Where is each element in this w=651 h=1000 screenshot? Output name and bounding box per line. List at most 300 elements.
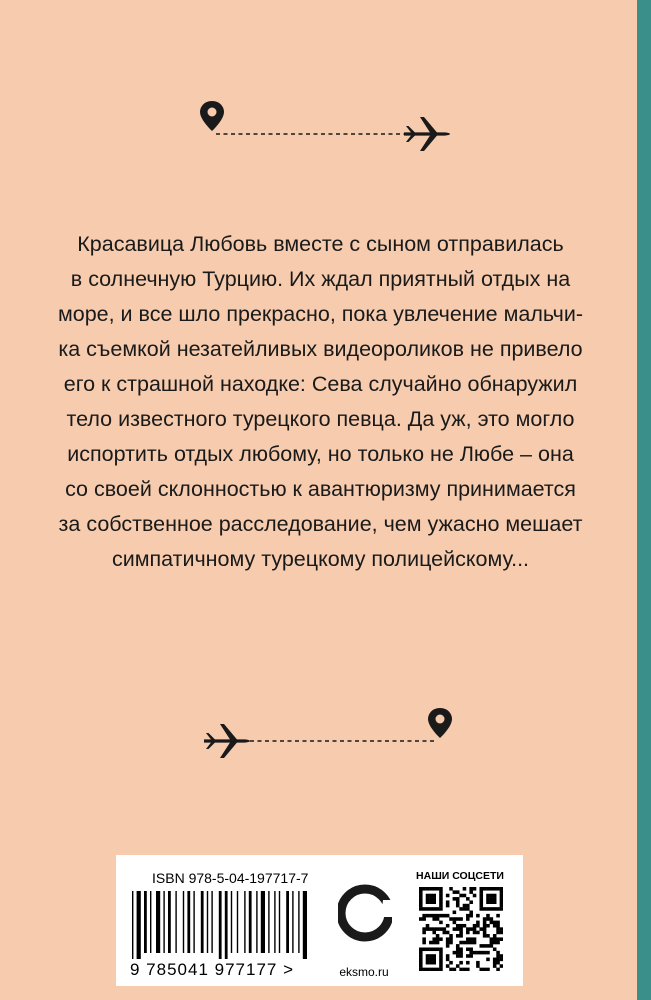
qr-module xyxy=(496,951,500,955)
qr-module xyxy=(469,937,473,941)
qr-module xyxy=(436,927,440,931)
qr-module xyxy=(490,944,494,948)
barcode-bar xyxy=(244,891,245,953)
qr-module xyxy=(432,968,436,971)
qr-module xyxy=(449,961,453,965)
qr-module xyxy=(466,917,470,921)
qr-module xyxy=(500,927,503,931)
qr-module xyxy=(469,941,473,945)
publisher-logo-icon xyxy=(338,872,392,954)
barcode-bar xyxy=(249,891,252,953)
qr-module xyxy=(459,954,463,958)
qr-module xyxy=(419,887,423,891)
barcode-bar xyxy=(256,891,257,953)
qr-module xyxy=(479,897,483,901)
description-line: ка съемкой незатейливых видеороликов не привело xyxy=(58,337,583,361)
qr-module xyxy=(422,937,426,941)
barcode-bar xyxy=(225,891,228,959)
description-line: в солнечную Турцию. Их ждал приятный отдых на xyxy=(70,267,571,291)
barcode-bar xyxy=(207,891,208,953)
qr-module xyxy=(493,900,497,904)
social-networks-label: НАШИ СОЦСЕТИ xyxy=(416,870,504,882)
qr-module xyxy=(466,904,470,908)
qr-module xyxy=(486,968,490,971)
qr-module xyxy=(493,964,497,968)
qr-module xyxy=(439,951,443,955)
qr-module xyxy=(422,927,426,931)
qr-module xyxy=(429,927,433,931)
qr-module xyxy=(449,934,453,938)
qr-module xyxy=(493,894,497,898)
barcode-bar xyxy=(292,891,293,953)
barcode-bar xyxy=(231,891,232,953)
qr-module xyxy=(496,937,500,941)
qr-module xyxy=(459,941,463,945)
qr-module xyxy=(429,907,433,911)
qr-module xyxy=(439,954,443,958)
qr-module xyxy=(439,890,443,894)
qr-module xyxy=(456,927,460,931)
qr-module xyxy=(456,897,460,901)
qr-module xyxy=(426,958,430,962)
description-line: испортить отдых любому, но только не Любе – она xyxy=(67,442,574,466)
qr-module xyxy=(479,907,483,911)
qr-module xyxy=(476,951,480,955)
qr-module xyxy=(453,927,457,931)
qr-module xyxy=(459,947,463,951)
qr-module xyxy=(432,907,436,911)
qr-module xyxy=(432,961,436,965)
qr-module xyxy=(422,907,426,911)
qr-module xyxy=(500,897,503,901)
qr-module xyxy=(422,941,426,945)
qr-module xyxy=(490,941,494,945)
qr-module xyxy=(453,911,457,915)
qr-code-icon[interactable] xyxy=(419,887,503,971)
qr-module xyxy=(476,964,480,968)
barcode-bar xyxy=(274,891,275,953)
qr-module xyxy=(439,921,443,925)
qr-module xyxy=(439,927,443,931)
qr-module xyxy=(476,924,480,928)
qr-module xyxy=(436,941,440,945)
qr-module xyxy=(453,897,457,901)
qr-module xyxy=(493,941,497,945)
qr-module xyxy=(439,907,443,911)
qr-module xyxy=(500,890,503,894)
qr-module xyxy=(436,937,440,941)
qr-module xyxy=(459,907,463,911)
qr-module xyxy=(446,944,450,948)
qr-module xyxy=(493,947,497,951)
qr-module xyxy=(473,941,477,945)
barcode-bar xyxy=(144,891,147,953)
qr-module xyxy=(463,907,467,911)
barcode-bar xyxy=(211,891,212,953)
qr-module xyxy=(463,924,467,928)
qr-module xyxy=(429,947,433,951)
barcode-bar xyxy=(298,891,299,953)
qr-module xyxy=(490,921,494,925)
qr-module xyxy=(466,961,470,965)
qr-module xyxy=(459,927,463,931)
qr-module xyxy=(439,947,443,951)
qr-module xyxy=(469,887,473,891)
qr-module xyxy=(479,890,483,894)
qr-module xyxy=(426,900,430,904)
qr-module xyxy=(500,894,503,898)
imprint-block xyxy=(116,855,523,986)
qr-module xyxy=(426,947,430,951)
barcode-bar xyxy=(237,891,238,953)
qr-module xyxy=(500,954,503,958)
qr-module xyxy=(486,924,490,928)
qr-module xyxy=(449,887,453,891)
qr-module xyxy=(466,941,470,945)
qr-module xyxy=(449,937,453,941)
qr-module xyxy=(466,927,470,931)
qr-module xyxy=(426,894,430,898)
barcode-bar xyxy=(279,891,280,953)
qr-module xyxy=(439,961,443,965)
qr-module xyxy=(479,944,483,948)
qr-module xyxy=(432,937,436,941)
qr-module xyxy=(419,958,423,962)
qr-module xyxy=(443,927,447,931)
qr-module xyxy=(439,894,443,898)
qr-module xyxy=(429,900,433,904)
qr-module xyxy=(496,941,500,945)
qr-module xyxy=(479,904,483,908)
qr-module xyxy=(459,934,463,938)
qr-module xyxy=(459,924,463,928)
qr-module xyxy=(456,904,460,908)
qr-module xyxy=(439,958,443,962)
qr-module xyxy=(419,961,423,965)
qr-module xyxy=(429,954,433,958)
barcode-bar xyxy=(268,891,269,953)
qr-module xyxy=(446,937,450,941)
qr-module xyxy=(446,924,450,928)
qr-module xyxy=(500,887,503,891)
qr-module xyxy=(463,941,467,945)
qr-module xyxy=(432,958,436,962)
qr-module xyxy=(459,961,463,965)
qr-module xyxy=(469,914,473,918)
qr-module xyxy=(446,904,450,908)
qr-module xyxy=(483,924,487,928)
qr-module xyxy=(496,924,500,928)
qr-module xyxy=(446,964,450,968)
qr-module xyxy=(500,904,503,908)
qr-module xyxy=(483,934,487,938)
qr-module xyxy=(419,904,423,908)
qr-module xyxy=(436,907,440,911)
qr-module xyxy=(483,968,487,971)
qr-module xyxy=(436,934,440,938)
qr-module xyxy=(456,917,460,921)
qr-module xyxy=(496,954,500,958)
qr-module xyxy=(446,931,450,935)
qr-module xyxy=(469,947,473,951)
qr-module xyxy=(419,900,423,904)
qr-module xyxy=(429,897,433,901)
qr-module xyxy=(493,921,497,925)
qr-module xyxy=(463,887,467,891)
qr-module xyxy=(453,968,457,971)
qr-module xyxy=(486,917,490,921)
qr-module xyxy=(479,894,483,898)
qr-module xyxy=(446,894,450,898)
qr-module xyxy=(473,937,477,941)
qr-module xyxy=(476,931,480,935)
qr-module xyxy=(469,954,473,958)
barcode-bar xyxy=(156,891,160,953)
qr-module xyxy=(432,894,436,898)
qr-module xyxy=(483,927,487,931)
qr-module xyxy=(496,968,500,971)
qr-module xyxy=(456,954,460,958)
isbn-label: ISBN 978-5-04-197717-7 xyxy=(152,870,309,886)
qr-module xyxy=(459,931,463,935)
barcode-bar xyxy=(219,891,222,959)
barcode-bar xyxy=(175,891,176,953)
qr-module xyxy=(449,941,453,945)
description-line: тело известного турецкого певца. Да уж, это могло xyxy=(66,407,575,431)
qr-module xyxy=(466,907,470,911)
qr-module xyxy=(459,951,463,955)
qr-module xyxy=(432,897,436,901)
qr-module xyxy=(422,917,426,921)
qr-module xyxy=(483,917,487,921)
qr-module xyxy=(469,951,473,955)
qr-module xyxy=(483,951,487,955)
qr-module xyxy=(432,914,436,918)
qr-module xyxy=(496,887,500,891)
qr-module xyxy=(483,931,487,935)
qr-module xyxy=(436,968,440,971)
qr-module xyxy=(419,951,423,955)
qr-module xyxy=(426,968,430,971)
qr-module xyxy=(439,900,443,904)
qr-module xyxy=(493,961,497,965)
qr-module xyxy=(490,887,494,891)
qr-module xyxy=(500,907,503,911)
qr-module xyxy=(439,937,443,941)
qr-module xyxy=(439,897,443,901)
qr-module xyxy=(432,947,436,951)
qr-module xyxy=(429,887,433,891)
qr-module xyxy=(426,927,430,931)
qr-module xyxy=(426,907,430,911)
qr-module xyxy=(419,897,423,901)
qr-module xyxy=(419,954,423,958)
qr-module xyxy=(456,934,460,938)
qr-module xyxy=(436,947,440,951)
qr-module xyxy=(496,921,500,925)
qr-module xyxy=(473,924,477,928)
description-line: со своей склонностью к авантюризму принимается xyxy=(65,477,576,501)
qr-module xyxy=(473,951,477,955)
qr-module xyxy=(429,941,433,945)
description-line: его к страшной находке: Сева случайно обнаружил xyxy=(63,372,578,396)
qr-module xyxy=(439,914,443,918)
qr-module xyxy=(466,954,470,958)
barcode-bar xyxy=(137,891,141,959)
qr-module xyxy=(490,894,494,898)
qr-module xyxy=(432,931,436,935)
qr-module xyxy=(486,951,490,955)
qr-module xyxy=(496,931,500,935)
description-line: море, и все шло прекрасно, пока увлечение мальчи- xyxy=(57,302,584,326)
qr-module xyxy=(443,931,447,935)
qr-module xyxy=(456,900,460,904)
qr-module xyxy=(432,917,436,921)
qr-module xyxy=(456,951,460,955)
qr-module xyxy=(469,900,473,904)
qr-module xyxy=(466,914,470,918)
qr-module xyxy=(493,887,497,891)
qr-module xyxy=(459,894,463,898)
qr-module xyxy=(439,968,443,971)
qr-module xyxy=(426,897,430,901)
publisher-site[interactable]: eksmo.ru xyxy=(339,965,389,979)
qr-module xyxy=(486,934,490,938)
map-pin-icon xyxy=(428,708,452,738)
qr-module xyxy=(486,897,490,901)
qr-module xyxy=(463,968,467,971)
qr-module xyxy=(483,887,487,891)
barcode-bar xyxy=(286,891,289,953)
qr-module xyxy=(422,968,426,971)
qr-module xyxy=(432,887,436,891)
qr-module xyxy=(466,937,470,941)
qr-module xyxy=(490,907,494,911)
qr-module xyxy=(493,958,497,962)
qr-module xyxy=(486,914,490,918)
qr-module xyxy=(419,964,423,968)
qr-module xyxy=(432,927,436,931)
qr-module xyxy=(446,954,450,958)
qr-module xyxy=(446,958,450,962)
qr-module xyxy=(469,890,473,894)
qr-module xyxy=(456,890,460,894)
qr-module xyxy=(426,961,430,965)
qr-module xyxy=(490,900,494,904)
qr-module xyxy=(446,900,450,904)
description-line: Красавица Любовь вместе с сыном отправилась xyxy=(77,232,564,256)
qr-module xyxy=(419,890,423,894)
qr-module xyxy=(422,887,426,891)
qr-module xyxy=(483,907,487,911)
qr-module xyxy=(419,968,423,971)
qr-module xyxy=(426,887,430,891)
qr-module xyxy=(469,911,473,915)
qr-module xyxy=(483,944,487,948)
qr-module xyxy=(493,924,497,928)
qr-module xyxy=(473,931,477,935)
qr-module xyxy=(476,961,480,965)
qr-module xyxy=(419,894,423,898)
qr-module xyxy=(463,904,467,908)
barcode-bar xyxy=(303,891,307,959)
qr-module xyxy=(429,958,433,962)
qr-module xyxy=(456,924,460,928)
airplane-icon xyxy=(204,724,250,758)
qr-module xyxy=(453,921,457,925)
qr-module xyxy=(486,900,490,904)
qr-module xyxy=(429,968,433,971)
description-line: симпатичному турецкому полицейскому... xyxy=(111,547,530,571)
qr-module xyxy=(439,887,443,891)
barcode xyxy=(130,891,320,959)
qr-module xyxy=(439,964,443,968)
barcode-bar xyxy=(261,891,265,953)
qr-module xyxy=(419,907,423,911)
qr-module xyxy=(476,921,480,925)
description-line: за собственное расследование, чем ужасно мешает xyxy=(58,512,583,536)
qr-module xyxy=(493,937,497,941)
qr-module xyxy=(436,917,440,921)
qr-module xyxy=(453,951,457,955)
qr-module xyxy=(432,941,436,945)
qr-module xyxy=(496,958,500,962)
barcode-bar xyxy=(187,891,190,953)
qr-module xyxy=(459,968,463,971)
qr-module xyxy=(449,917,453,921)
qr-module xyxy=(500,931,503,935)
qr-module xyxy=(439,904,443,908)
qr-module xyxy=(429,894,433,898)
qr-module xyxy=(496,961,500,965)
qr-module xyxy=(456,964,460,968)
qr-module xyxy=(456,947,460,951)
qr-module xyxy=(496,907,500,911)
qr-module xyxy=(486,944,490,948)
qr-module xyxy=(486,958,490,962)
qr-module xyxy=(466,968,470,971)
qr-module xyxy=(486,894,490,898)
qr-module xyxy=(476,914,480,918)
qr-module xyxy=(496,927,500,931)
qr-module xyxy=(453,917,457,921)
qr-module xyxy=(493,907,497,911)
qr-module xyxy=(469,927,473,931)
qr-module xyxy=(443,914,447,918)
qr-module xyxy=(473,887,477,891)
qr-module xyxy=(466,947,470,951)
qr-module xyxy=(449,968,453,971)
qr-module xyxy=(500,964,503,968)
qr-module xyxy=(473,927,477,931)
qr-module xyxy=(429,961,433,965)
barcode-bar xyxy=(183,891,184,953)
qr-module xyxy=(426,924,430,928)
qr-module xyxy=(500,937,503,941)
qr-module xyxy=(486,907,490,911)
qr-module xyxy=(466,897,470,901)
barcode-bar xyxy=(201,891,204,953)
barcode-bar xyxy=(193,891,194,953)
qr-module xyxy=(436,914,440,918)
qr-module xyxy=(436,887,440,891)
qr-module xyxy=(493,934,497,938)
qr-module xyxy=(432,900,436,904)
qr-module xyxy=(426,914,430,918)
qr-module xyxy=(483,921,487,925)
qr-module xyxy=(496,914,500,918)
qr-module xyxy=(479,927,483,931)
